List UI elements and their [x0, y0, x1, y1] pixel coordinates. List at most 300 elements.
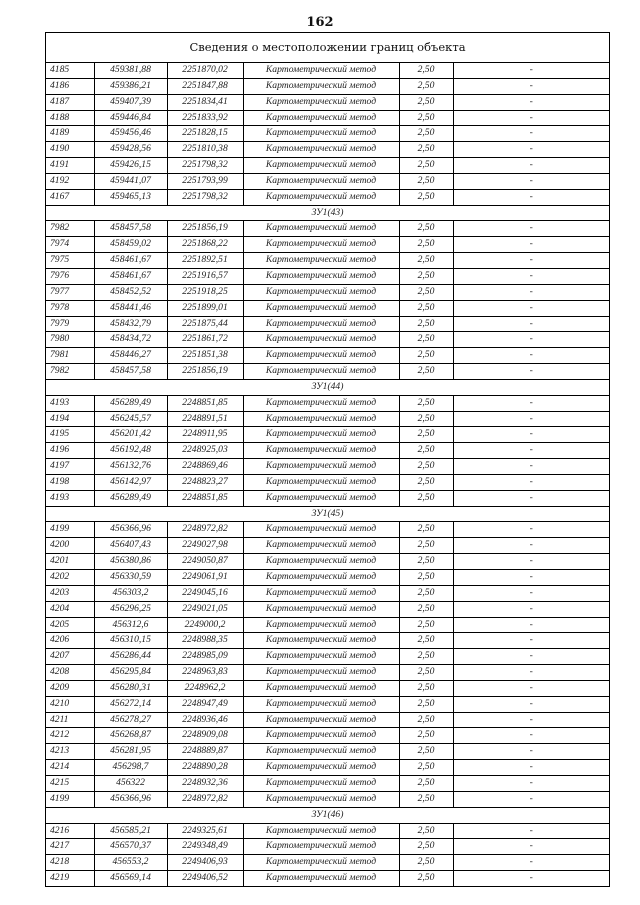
- accuracy-cell: 2,50: [399, 665, 453, 681]
- method-cell: Картометрический метод: [243, 268, 399, 284]
- x-coordinate-cell: 459428,56: [94, 142, 167, 158]
- table-row: [46, 427, 609, 443]
- method-cell: Картометрический метод: [243, 601, 399, 617]
- point-number-cell: 4197: [46, 459, 94, 475]
- y-coordinate-cell: 2248889,87: [167, 744, 243, 760]
- accuracy-cell: 2,50: [399, 126, 453, 142]
- table-row: [46, 791, 609, 807]
- method-cell: Картометрический метод: [243, 253, 399, 269]
- description-cell: -: [453, 522, 609, 538]
- x-coordinate-cell: 456330,59: [94, 570, 167, 586]
- y-coordinate-cell: 2248925,03: [167, 443, 243, 459]
- group-label: ЗУ1(43): [46, 205, 609, 221]
- point-number-cell: 4167: [46, 189, 94, 205]
- table-row: [46, 665, 609, 681]
- table-row: [46, 189, 609, 205]
- x-coordinate-cell: 458457,58: [94, 221, 167, 237]
- y-coordinate-cell: 2248823,27: [167, 474, 243, 490]
- group-header-row: [46, 807, 609, 823]
- description-cell: -: [453, 585, 609, 601]
- y-coordinate-cell: 2249027,98: [167, 538, 243, 554]
- x-coordinate-cell: 456278,27: [94, 712, 167, 728]
- point-number-cell: 7982: [46, 221, 94, 237]
- accuracy-cell: 2,50: [399, 855, 453, 871]
- y-coordinate-cell: 2251793,99: [167, 173, 243, 189]
- table-row: [46, 110, 609, 126]
- table-row: [46, 538, 609, 554]
- x-coordinate-cell: 456296,25: [94, 601, 167, 617]
- table-row: [46, 411, 609, 427]
- x-coordinate-cell: 456585,21: [94, 823, 167, 839]
- accuracy-cell: 2,50: [399, 570, 453, 586]
- table-row: [46, 649, 609, 665]
- point-number-cell: 7979: [46, 316, 94, 332]
- x-coordinate-cell: 459456,46: [94, 126, 167, 142]
- group-header-row: [46, 205, 609, 221]
- point-number-cell: 4191: [46, 158, 94, 174]
- x-coordinate-cell: 458446,27: [94, 348, 167, 364]
- y-coordinate-cell: 2248972,82: [167, 522, 243, 538]
- y-coordinate-cell: 2248988,35: [167, 633, 243, 649]
- method-cell: Картометрический метод: [243, 791, 399, 807]
- point-number-cell: 4204: [46, 601, 94, 617]
- table-row: [46, 823, 609, 839]
- accuracy-cell: 2,50: [399, 760, 453, 776]
- y-coordinate-cell: 2248963,83: [167, 665, 243, 681]
- table-row: [46, 744, 609, 760]
- method-cell: Картометрический метод: [243, 443, 399, 459]
- description-cell: -: [453, 665, 609, 681]
- table-row: [46, 316, 609, 332]
- x-coordinate-cell: 456322: [94, 775, 167, 791]
- x-coordinate-cell: 456201,42: [94, 427, 167, 443]
- table-row: [46, 63, 609, 78]
- x-coordinate-cell: 456289,49: [94, 395, 167, 411]
- y-coordinate-cell: 2251918,25: [167, 284, 243, 300]
- method-cell: Картометрический метод: [243, 316, 399, 332]
- description-cell: -: [453, 728, 609, 744]
- description-cell: -: [453, 871, 609, 886]
- y-coordinate-cell: 2251851,38: [167, 348, 243, 364]
- method-cell: Картометрический метод: [243, 94, 399, 110]
- method-cell: Картометрический метод: [243, 696, 399, 712]
- description-cell: -: [453, 696, 609, 712]
- method-cell: Картометрический метод: [243, 395, 399, 411]
- description-cell: -: [453, 173, 609, 189]
- x-coordinate-cell: 458434,72: [94, 332, 167, 348]
- y-coordinate-cell: 2251833,92: [167, 110, 243, 126]
- x-coordinate-cell: 456272,14: [94, 696, 167, 712]
- accuracy-cell: 2,50: [399, 522, 453, 538]
- accuracy-cell: 2,50: [399, 94, 453, 110]
- description-cell: -: [453, 490, 609, 506]
- table-row: [46, 173, 609, 189]
- x-coordinate-cell: 459386,21: [94, 78, 167, 94]
- table-row: [46, 158, 609, 174]
- point-number-cell: 4186: [46, 78, 94, 94]
- y-coordinate-cell: 2248869,46: [167, 459, 243, 475]
- point-number-cell: 7978: [46, 300, 94, 316]
- description-cell: -: [453, 744, 609, 760]
- accuracy-cell: 2,50: [399, 300, 453, 316]
- accuracy-cell: 2,50: [399, 712, 453, 728]
- accuracy-cell: 2,50: [399, 839, 453, 855]
- accuracy-cell: 2,50: [399, 871, 453, 886]
- accuracy-cell: 2,50: [399, 237, 453, 253]
- accuracy-cell: 2,50: [399, 63, 453, 78]
- table-row: [46, 459, 609, 475]
- description-cell: -: [453, 427, 609, 443]
- point-number-cell: 4206: [46, 633, 94, 649]
- y-coordinate-cell: 2249021,05: [167, 601, 243, 617]
- x-coordinate-cell: 456407,43: [94, 538, 167, 554]
- description-cell: -: [453, 110, 609, 126]
- accuracy-cell: 2,50: [399, 253, 453, 269]
- x-coordinate-cell: 456245,57: [94, 411, 167, 427]
- accuracy-cell: 2,50: [399, 744, 453, 760]
- x-coordinate-cell: 458461,67: [94, 253, 167, 269]
- y-coordinate-cell: 2248909,08: [167, 728, 243, 744]
- group-label: ЗУ1(45): [46, 506, 609, 522]
- method-cell: Картометрический метод: [243, 760, 399, 776]
- y-coordinate-cell: 2251798,32: [167, 158, 243, 174]
- table-row: [46, 871, 609, 886]
- y-coordinate-cell: 2248962,2: [167, 680, 243, 696]
- x-coordinate-cell: 456132,76: [94, 459, 167, 475]
- accuracy-cell: 2,50: [399, 316, 453, 332]
- description-cell: -: [453, 601, 609, 617]
- x-coordinate-cell: 456569,14: [94, 871, 167, 886]
- method-cell: Картометрический метод: [243, 78, 399, 94]
- point-number-cell: 4195: [46, 427, 94, 443]
- point-number-cell: 4193: [46, 395, 94, 411]
- description-cell: -: [453, 268, 609, 284]
- point-number-cell: 4196: [46, 443, 94, 459]
- y-coordinate-cell: 2249348,49: [167, 839, 243, 855]
- table-row: [46, 126, 609, 142]
- method-cell: Картометрический метод: [243, 63, 399, 78]
- x-coordinate-cell: 459465,13: [94, 189, 167, 205]
- x-coordinate-cell: 458457,58: [94, 364, 167, 380]
- point-number-cell: 4218: [46, 855, 94, 871]
- method-cell: Картометрический метод: [243, 284, 399, 300]
- description-cell: -: [453, 94, 609, 110]
- table-row: [46, 617, 609, 633]
- point-number-cell: 4188: [46, 110, 94, 126]
- description-cell: -: [453, 554, 609, 570]
- description-cell: -: [453, 617, 609, 633]
- table-row: [46, 570, 609, 586]
- x-coordinate-cell: 456280,31: [94, 680, 167, 696]
- group-label: ЗУ1(46): [46, 807, 609, 823]
- table-row: [46, 94, 609, 110]
- accuracy-cell: 2,50: [399, 554, 453, 570]
- coordinates-table-body: [46, 63, 609, 886]
- accuracy-cell: 2,50: [399, 78, 453, 94]
- x-coordinate-cell: 456310,15: [94, 633, 167, 649]
- accuracy-cell: 2,50: [399, 791, 453, 807]
- accuracy-cell: 2,50: [399, 633, 453, 649]
- description-cell: -: [453, 284, 609, 300]
- accuracy-cell: 2,50: [399, 221, 453, 237]
- method-cell: Картометрический метод: [243, 554, 399, 570]
- point-number-cell: 4199: [46, 522, 94, 538]
- method-cell: Картометрический метод: [243, 680, 399, 696]
- point-number-cell: 4194: [46, 411, 94, 427]
- x-coordinate-cell: 459381,88: [94, 63, 167, 78]
- table-row: [46, 633, 609, 649]
- description-cell: -: [453, 78, 609, 94]
- x-coordinate-cell: 456268,87: [94, 728, 167, 744]
- description-cell: -: [453, 364, 609, 380]
- group-label: ЗУ1(44): [46, 379, 609, 395]
- point-number-cell: 4212: [46, 728, 94, 744]
- boundary-table-sheet: [45, 32, 610, 887]
- method-cell: Картометрический метод: [243, 871, 399, 886]
- accuracy-cell: 2,50: [399, 110, 453, 126]
- table-row: [46, 712, 609, 728]
- description-cell: -: [453, 633, 609, 649]
- table-row: [46, 142, 609, 158]
- y-coordinate-cell: 2251810,38: [167, 142, 243, 158]
- table-row: [46, 855, 609, 871]
- point-number-cell: 4211: [46, 712, 94, 728]
- y-coordinate-cell: 2251856,19: [167, 221, 243, 237]
- accuracy-cell: 2,50: [399, 427, 453, 443]
- point-number-cell: 7981: [46, 348, 94, 364]
- x-coordinate-cell: 456366,96: [94, 522, 167, 538]
- accuracy-cell: 2,50: [399, 474, 453, 490]
- y-coordinate-cell: 2251861,72: [167, 332, 243, 348]
- table-row: [46, 601, 609, 617]
- method-cell: Картометрический метод: [243, 665, 399, 681]
- accuracy-cell: 2,50: [399, 284, 453, 300]
- y-coordinate-cell: 2249061,91: [167, 570, 243, 586]
- point-number-cell: 4185: [46, 63, 94, 78]
- y-coordinate-cell: 2249050,87: [167, 554, 243, 570]
- point-number-cell: 4208: [46, 665, 94, 681]
- y-coordinate-cell: 2251868,22: [167, 237, 243, 253]
- table-row: [46, 78, 609, 94]
- point-number-cell: 4214: [46, 760, 94, 776]
- method-cell: Картометрический метод: [243, 459, 399, 475]
- point-number-cell: 4217: [46, 839, 94, 855]
- point-number-cell: 4219: [46, 871, 94, 886]
- table-row: [46, 680, 609, 696]
- description-cell: -: [453, 158, 609, 174]
- table-row: [46, 443, 609, 459]
- description-cell: -: [453, 189, 609, 205]
- accuracy-cell: 2,50: [399, 443, 453, 459]
- point-number-cell: 7974: [46, 237, 94, 253]
- y-coordinate-cell: 2251892,51: [167, 253, 243, 269]
- table-row: [46, 585, 609, 601]
- accuracy-cell: 2,50: [399, 538, 453, 554]
- accuracy-cell: 2,50: [399, 268, 453, 284]
- accuracy-cell: 2,50: [399, 728, 453, 744]
- x-coordinate-cell: 456380,86: [94, 554, 167, 570]
- y-coordinate-cell: 2251899,01: [167, 300, 243, 316]
- method-cell: Картометрический метод: [243, 538, 399, 554]
- description-cell: -: [453, 348, 609, 364]
- point-number-cell: 7975: [46, 253, 94, 269]
- description-cell: -: [453, 253, 609, 269]
- method-cell: Картометрический метод: [243, 189, 399, 205]
- y-coordinate-cell: 2248985,09: [167, 649, 243, 665]
- accuracy-cell: 2,50: [399, 601, 453, 617]
- method-cell: Картометрический метод: [243, 332, 399, 348]
- point-number-cell: 4201: [46, 554, 94, 570]
- accuracy-cell: 2,50: [399, 173, 453, 189]
- description-cell: -: [453, 443, 609, 459]
- group-header-row: [46, 506, 609, 522]
- y-coordinate-cell: 2251828,15: [167, 126, 243, 142]
- method-cell: Картометрический метод: [243, 839, 399, 855]
- description-cell: -: [453, 63, 609, 78]
- y-coordinate-cell: 2248932,36: [167, 775, 243, 791]
- table-row: [46, 237, 609, 253]
- accuracy-cell: 2,50: [399, 348, 453, 364]
- point-number-cell: 4198: [46, 474, 94, 490]
- accuracy-cell: 2,50: [399, 585, 453, 601]
- x-coordinate-cell: 458441,46: [94, 300, 167, 316]
- accuracy-cell: 2,50: [399, 649, 453, 665]
- description-cell: -: [453, 791, 609, 807]
- accuracy-cell: 2,50: [399, 696, 453, 712]
- point-number-cell: 7980: [46, 332, 94, 348]
- description-cell: -: [453, 649, 609, 665]
- description-cell: -: [453, 775, 609, 791]
- accuracy-cell: 2,50: [399, 395, 453, 411]
- point-number-cell: 7977: [46, 284, 94, 300]
- method-cell: Картометрический метод: [243, 649, 399, 665]
- point-number-cell: 4199: [46, 791, 94, 807]
- method-cell: Картометрический метод: [243, 633, 399, 649]
- description-cell: -: [453, 411, 609, 427]
- method-cell: Картометрический метод: [243, 173, 399, 189]
- point-number-cell: 4200: [46, 538, 94, 554]
- method-cell: Картометрический метод: [243, 728, 399, 744]
- y-coordinate-cell: 2251875,44: [167, 316, 243, 332]
- x-coordinate-cell: 459446,84: [94, 110, 167, 126]
- method-cell: Картометрический метод: [243, 427, 399, 443]
- point-number-cell: 4190: [46, 142, 94, 158]
- method-cell: Картометрический метод: [243, 522, 399, 538]
- y-coordinate-cell: 2251856,19: [167, 364, 243, 380]
- y-coordinate-cell: 2251916,57: [167, 268, 243, 284]
- table-row: [46, 760, 609, 776]
- table-row: [46, 221, 609, 237]
- point-number-cell: 4216: [46, 823, 94, 839]
- table-row: [46, 839, 609, 855]
- accuracy-cell: 2,50: [399, 364, 453, 380]
- method-cell: Картометрический метод: [243, 744, 399, 760]
- accuracy-cell: 2,50: [399, 158, 453, 174]
- point-number-cell: 4192: [46, 173, 94, 189]
- y-coordinate-cell: 2251870,02: [167, 63, 243, 78]
- point-number-cell: 4203: [46, 585, 94, 601]
- point-number-cell: 7982: [46, 364, 94, 380]
- table-row: [46, 284, 609, 300]
- accuracy-cell: 2,50: [399, 459, 453, 475]
- point-number-cell: 4205: [46, 617, 94, 633]
- table-row: [46, 348, 609, 364]
- accuracy-cell: 2,50: [399, 332, 453, 348]
- x-coordinate-cell: 456570,37: [94, 839, 167, 855]
- description-cell: -: [453, 300, 609, 316]
- point-number-cell: 4189: [46, 126, 94, 142]
- description-cell: -: [453, 316, 609, 332]
- accuracy-cell: 2,50: [399, 823, 453, 839]
- description-cell: -: [453, 823, 609, 839]
- method-cell: Картометрический метод: [243, 712, 399, 728]
- x-coordinate-cell: 456142,97: [94, 474, 167, 490]
- method-cell: Картометрический метод: [243, 364, 399, 380]
- x-coordinate-cell: 456303,2: [94, 585, 167, 601]
- method-cell: Картометрический метод: [243, 300, 399, 316]
- method-cell: Картометрический метод: [243, 823, 399, 839]
- table-row: [46, 728, 609, 744]
- y-coordinate-cell: 2249000,2: [167, 617, 243, 633]
- method-cell: Картометрический метод: [243, 490, 399, 506]
- accuracy-cell: 2,50: [399, 411, 453, 427]
- y-coordinate-cell: 2251798,32: [167, 189, 243, 205]
- method-cell: Картометрический метод: [243, 855, 399, 871]
- y-coordinate-cell: 2251847,88: [167, 78, 243, 94]
- table-row: [46, 332, 609, 348]
- method-cell: Картометрический метод: [243, 158, 399, 174]
- x-coordinate-cell: 459407,39: [94, 94, 167, 110]
- table-row: [46, 696, 609, 712]
- method-cell: Картометрический метод: [243, 142, 399, 158]
- table-row: [46, 554, 609, 570]
- method-cell: Картометрический метод: [243, 126, 399, 142]
- x-coordinate-cell: 456295,84: [94, 665, 167, 681]
- x-coordinate-cell: 459426,15: [94, 158, 167, 174]
- method-cell: Картометрический метод: [243, 474, 399, 490]
- point-number-cell: 4213: [46, 744, 94, 760]
- description-cell: -: [453, 839, 609, 855]
- table-row: [46, 253, 609, 269]
- table-row: [46, 364, 609, 380]
- description-cell: -: [453, 332, 609, 348]
- table-title: Сведения о местоположении границ объекта: [46, 33, 609, 63]
- page-number: 162: [306, 15, 334, 30]
- point-number-cell: 4207: [46, 649, 94, 665]
- y-coordinate-cell: 2248972,82: [167, 791, 243, 807]
- coordinates-table: [46, 63, 609, 886]
- accuracy-cell: 2,50: [399, 680, 453, 696]
- y-coordinate-cell: 2248936,46: [167, 712, 243, 728]
- method-cell: Картометрический метод: [243, 237, 399, 253]
- description-cell: -: [453, 395, 609, 411]
- point-number-cell: 4202: [46, 570, 94, 586]
- description-cell: -: [453, 680, 609, 696]
- description-cell: -: [453, 221, 609, 237]
- y-coordinate-cell: 2249325,61: [167, 823, 243, 839]
- x-coordinate-cell: 456298,7: [94, 760, 167, 776]
- description-cell: -: [453, 237, 609, 253]
- x-coordinate-cell: 456286,44: [94, 649, 167, 665]
- y-coordinate-cell: 2251834,41: [167, 94, 243, 110]
- y-coordinate-cell: 2248851,85: [167, 490, 243, 506]
- x-coordinate-cell: 456281,95: [94, 744, 167, 760]
- accuracy-cell: 2,50: [399, 775, 453, 791]
- y-coordinate-cell: 2248891,51: [167, 411, 243, 427]
- table-row: [46, 522, 609, 538]
- y-coordinate-cell: 2248851,85: [167, 395, 243, 411]
- x-coordinate-cell: 459441,07: [94, 173, 167, 189]
